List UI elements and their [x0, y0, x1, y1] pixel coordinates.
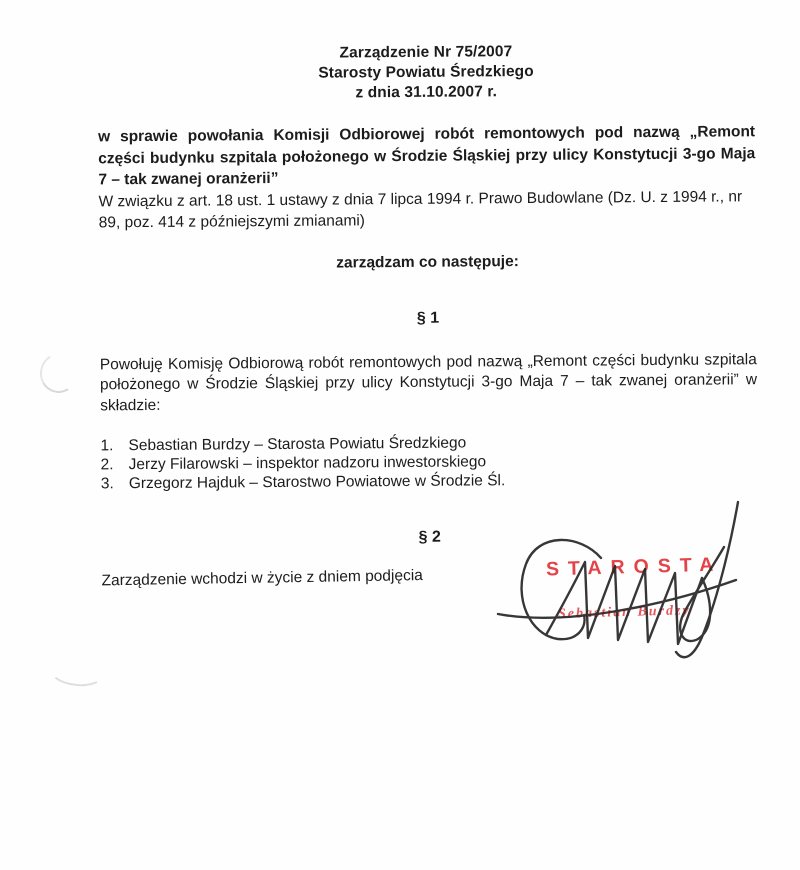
section-1-heading: § 1 [416, 309, 440, 327]
list-item [101, 470, 758, 494]
subject-paragraph: w sprawie powołania Komisji Odbiorowej robót remontowych pod nazwą „Remont części budynku szpitala położonego w Środzie Śląskiej przy ulicy Konstytucji 3-go Maja 7 – tak zwanej oranżerii” [97, 123, 756, 189]
handwritten-signature-icon [488, 492, 773, 677]
stamp-title-text: STAROSTA [545, 553, 723, 581]
section-2-body: Zarządzenie wchodzi w życie z dniem podjęcia [101, 567, 424, 590]
stamp-name-text: Sebastian Burdzy [557, 603, 691, 622]
section-2-heading: § 2 [418, 529, 441, 547]
list-item-text: Grzegorz Hajduk – Starostwo Powiatowe w Środzie Śl. [128, 471, 506, 492]
title-line-issuer: Starosty Powiatu Średzkiego [318, 62, 534, 82]
signature-area [488, 492, 773, 677]
legal-basis-paragraph: W związku z art. 18 ust. 1 ustawy z dnia 7 lipca 1994 r. Prawo Budowlane (Dz. U. z 1994 r., nr 89, poz. 414 z późniejszymi zmianami) [98, 187, 743, 232]
list-item-number: 2. [100, 456, 114, 474]
order-intro-line: zarządzam co następuje: [336, 252, 519, 272]
title-line-order-number: Zarządzenie Nr 75/2007 [339, 43, 513, 62]
list-item-text: Sebastian Burdzy – Starosta Powiatu Średzkiego [128, 434, 467, 455]
list-item-number: 3. [100, 474, 114, 492]
document-title-block [97, 40, 754, 105]
list-item-text: Jerzy Filarowski – inspektor nadzoru inwestorskiego [128, 453, 487, 473]
section-1-body: Powołuję Komisję Odbiorową robót remontowych pod nazwą „Remont części budynku szpitala położonego w Środzie Śląskiej przy ulicy Konstytucji 3-go Maja 7 – tak zwanej oranżerii” w składzie: [99, 350, 758, 414]
list-item-number: 1. [100, 437, 114, 455]
title-line-date: z dnia 31.10.2007 r. [355, 83, 498, 102]
commission-members-list [100, 432, 757, 494]
scan-artifact-curve [49, 655, 106, 688]
